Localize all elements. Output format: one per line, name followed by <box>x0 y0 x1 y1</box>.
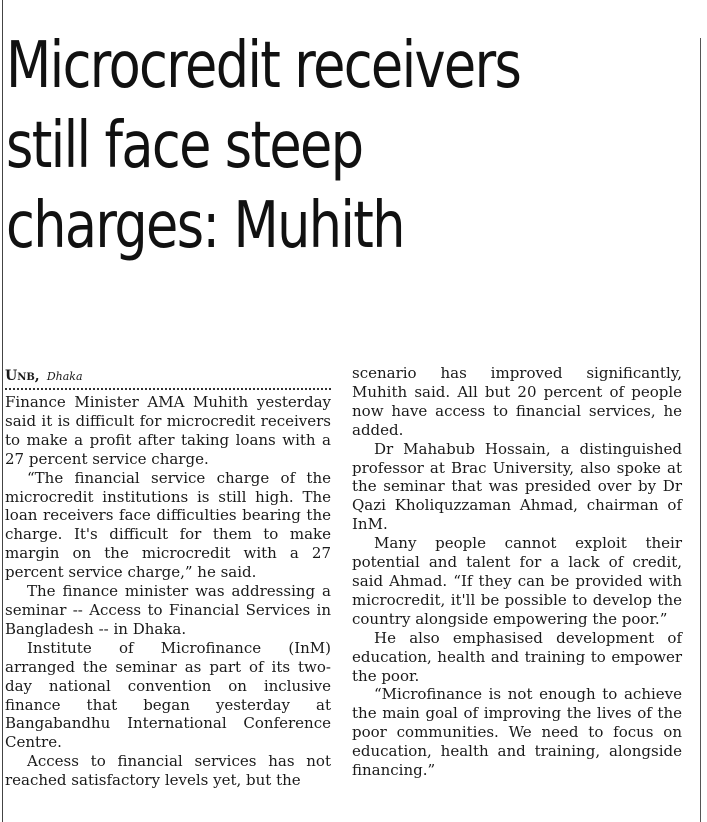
paragraph: He also emphasised development of education, health and training to empower the poor. <box>352 628 682 685</box>
paragraph: The finance minister was addressing a seminar -- Access to Financial Services in Bangladesh -- in Dhaka. <box>5 582 331 638</box>
headline <box>6 26 572 266</box>
headline-line-3: charges: Muhith <box>6 189 404 263</box>
paragraph: Finance Minister AMA Muhith yesterday said it is difficult for microcredit receivers to make a profit after taking loans with a 27 percent service charge. <box>5 393 331 468</box>
paragraph: Dr Mahabub Hossain, a distinguished professor at Brac University, also spoke at the seminar that was presided over by Dr Qazi Kholiquzzaman Ahmad, chairman of InM. <box>352 439 682 534</box>
paragraph: Access to financial services has not reached satisfactory levels yet, but the <box>5 752 331 790</box>
paragraph: scenario has improved significantly, Muhith said. All but 20 percent of people now have access to financial services, he added. <box>352 364 682 439</box>
byline <box>5 366 331 386</box>
right-column <box>352 364 682 780</box>
clipping-right-edge <box>700 38 701 822</box>
paragraph: “Microfinance is not enough to achieve the main goal of improving the lives of the poor communities. We need to focus on education, health and training, alongside financing.” <box>352 685 682 780</box>
paragraph: Institute of Microfinance (InM) arranged the seminar as part of its two-day national convention on inclusive finance that began yesterday at Bangabandhu International Conference Centre. <box>5 638 331 752</box>
headline-line-2: still face steep <box>6 109 363 183</box>
byline-agency: Unb, <box>5 368 40 384</box>
byline-divider <box>5 388 331 390</box>
left-column <box>5 366 331 790</box>
paragraph: “The financial service charge of the microcredit institutions is still high. The loan receivers face difficulties bearing the charge. It's difficult for them to make margin on the microcredit with a 27 percent service charge,” he said. <box>5 468 331 582</box>
headline-line-1: Microcredit receivers <box>6 29 521 103</box>
clipping-left-edge <box>2 0 3 822</box>
byline-place: Dhaka <box>46 370 83 383</box>
paragraph: Many people cannot exploit their potential and talent for a lack of credit, said Ahmad. “If they can be provided with microcredit, it'll be possible to develop the country alongside empowering the poor.” <box>352 534 682 628</box>
